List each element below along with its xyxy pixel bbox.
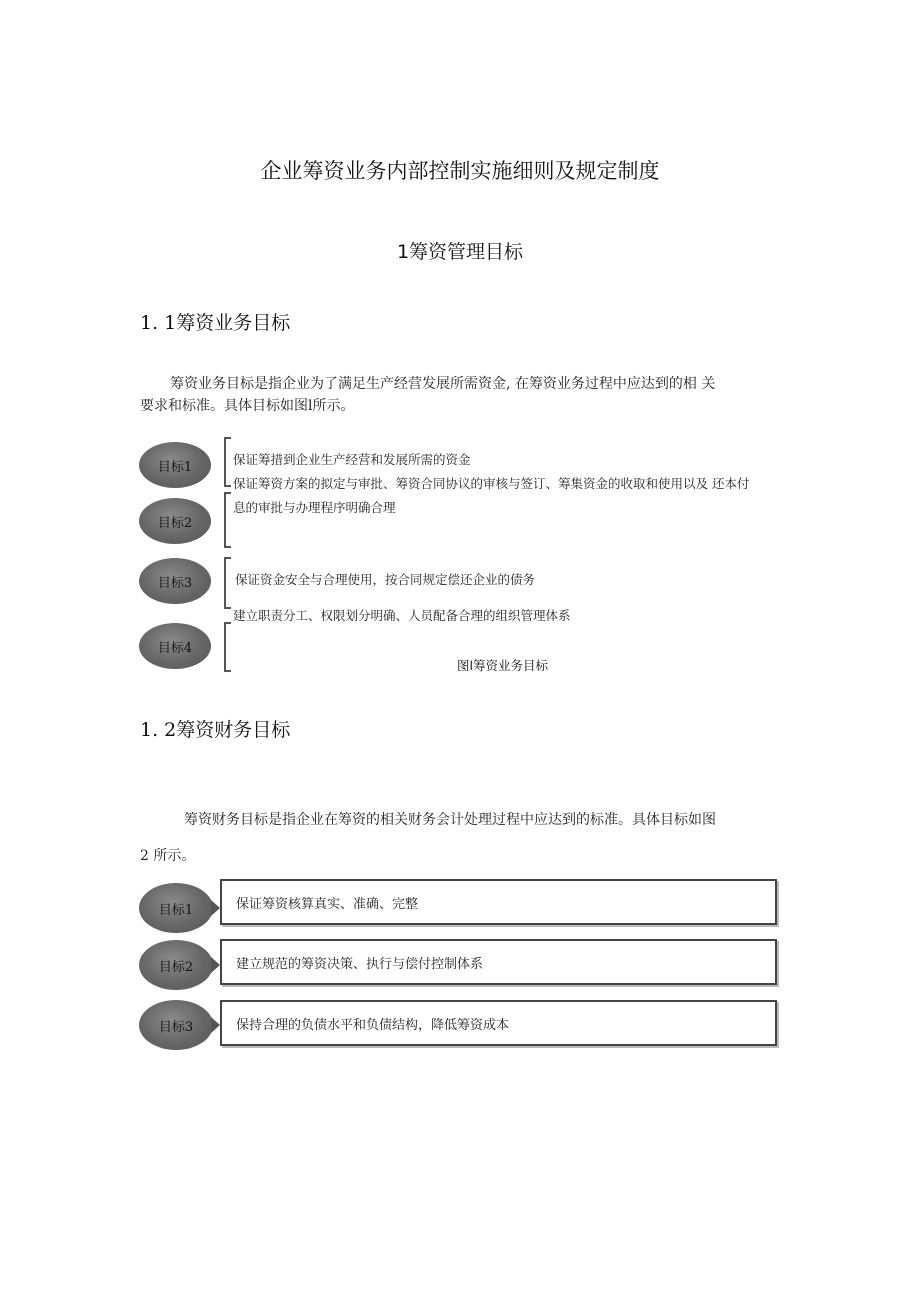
arrow-icon (211, 1017, 220, 1033)
goal-box: 保持合理的负债水平和负债结构，降低筹资成本 (220, 1000, 777, 1046)
goal-box: 建立规范的筹资决策、执行与偿付控制体系 (220, 939, 777, 985)
goal-badge: 目标1 (139, 883, 213, 933)
section-heading: 1筹资管理目标 (396, 241, 524, 263)
paragraph-line: 筹资财务目标是指企业在筹资的相关财务会计处理过程中应达到的标准。具体目标如图 (184, 812, 716, 828)
subsection-heading-1-2: 1. 2筹资财务目标 (140, 719, 291, 741)
arrow-icon (211, 900, 220, 916)
paragraph-line: 要求和标准。具体目标如图l所示。 (140, 398, 355, 414)
arrow-icon (211, 957, 220, 973)
document-title: 企业筹资业务内部控制实施细则及规定制度 (260, 159, 660, 183)
bracket-shape (224, 557, 231, 609)
paragraph-line: 筹资业务目标是指企业为了满足生产经营发展所需资金, 在筹资业务过程中应达到的相 关 (170, 376, 716, 392)
goal-text: 保证资金安全与合理使用，按合同规定偿还企业的债务 (235, 572, 536, 587)
goal-text: 息的审批与办理程序明确合理 (233, 500, 396, 515)
goal-badge: 目标4 (139, 623, 211, 669)
subsection-heading-1-1: 1. 1筹资业务目标 (140, 312, 291, 334)
goal-text: 建立职责分工、权限划分明确、人员配备合理的组织管理体系 (233, 608, 571, 623)
goal-badge: 目标3 (139, 558, 211, 604)
bracket-shape (224, 492, 231, 548)
goal-text: 保证筹措到企业生产经营和发展所需的资金 (233, 452, 471, 467)
goal-box: 保证筹资核算真实、准确、完整 (220, 879, 777, 925)
paragraph-1-2 (140, 802, 790, 874)
bracket-shape (224, 437, 231, 487)
goal-text: 保证筹资方案的拟定与审批、筹资合同协议的审核与签订、筹集资金的收取和使用以及 还本付 (233, 476, 750, 491)
goal-badge: 目标3 (139, 1000, 213, 1050)
paragraph-line: 2 所示。 (140, 848, 196, 864)
paragraph-1-1 (140, 373, 790, 417)
goal-badge: 目标2 (139, 498, 211, 544)
bracket-shape (224, 622, 231, 672)
goal-badge: 目标2 (139, 940, 213, 990)
figure-caption: 图l筹资业务目标 (457, 658, 548, 673)
goal-badge: 目标1 (139, 442, 211, 488)
